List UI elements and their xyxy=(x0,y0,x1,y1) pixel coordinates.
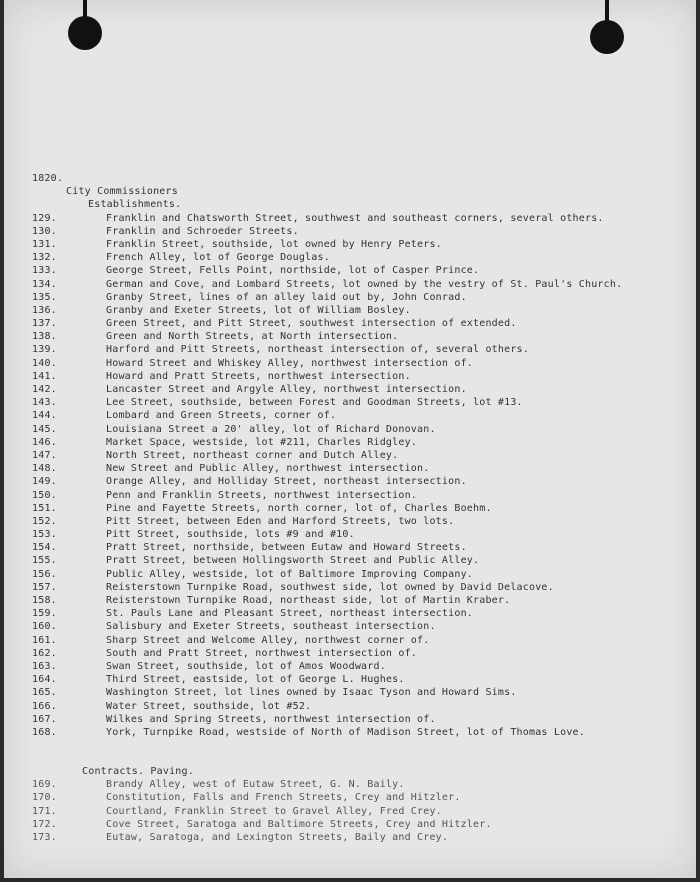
entry-text: Franklin and Chatsworth Street, southwest and southeast corners, several others. xyxy=(106,212,604,224)
entry-text: Louisiana Street a 20' alley, lot of Richard Donovan. xyxy=(106,423,436,435)
list-item xyxy=(32,700,692,713)
establishments-heading: Establishments. xyxy=(88,199,182,211)
entry-text: Brandy Alley, west of Eutaw Street, G. N. Baily. xyxy=(106,779,405,791)
entry-text: Howard Street and Whiskey Alley, northwest intersection of. xyxy=(106,357,474,369)
entry-number: 136. xyxy=(32,304,57,316)
list-item xyxy=(32,791,692,804)
entry-text: Market Space, westside, lot #211, Charles Ridgley. xyxy=(106,436,418,448)
list-item xyxy=(32,805,692,818)
document-body xyxy=(32,172,692,844)
entry-text: Pine and Fayette Streets, north corner, lot of, Charles Boehm. xyxy=(106,502,492,514)
entry-number: 153. xyxy=(32,529,57,541)
entry-text: Constitution, Falls and French Streets, Crey and Hitzler. xyxy=(106,792,461,804)
list-item xyxy=(32,449,692,462)
commissioners-heading: City Commissioners xyxy=(66,186,178,198)
list-item xyxy=(32,778,692,791)
entry-number: 162. xyxy=(32,647,57,659)
list-item xyxy=(32,383,692,396)
punch-hole-right xyxy=(590,20,624,54)
list-item xyxy=(32,317,692,330)
list-item xyxy=(32,409,692,422)
entry-number: 150. xyxy=(32,489,57,501)
entry-number: 159. xyxy=(32,608,57,620)
entry-number: 157. xyxy=(32,581,57,593)
document-page xyxy=(4,0,696,878)
entry-text: Wilkes and Spring Streets, northwest intersection of. xyxy=(106,713,436,725)
entry-text: South and Pratt Street, northwest intersection of. xyxy=(106,647,418,659)
entry-number: 169. xyxy=(32,779,57,791)
entry-number: 133. xyxy=(32,265,57,277)
entry-number: 130. xyxy=(32,225,57,237)
entry-text: Eutaw, Saratoga, and Lexington Streets, Baily and Crey. xyxy=(106,832,449,843)
entry-text: Pitt Street, southside, lots #9 and #10. xyxy=(106,529,355,541)
entry-text: Granby Street, lines of an alley laid out by, John Conrad. xyxy=(106,291,467,303)
establishments-list xyxy=(32,212,692,740)
list-item xyxy=(32,264,692,277)
entry-text: Sharp Street and Welcome Alley, northwest corner of. xyxy=(106,634,430,646)
entry-number: 165. xyxy=(32,687,57,699)
entry-text: George Street, Fells Point, northside, lot of Casper Prince. xyxy=(106,265,480,277)
list-item xyxy=(32,515,692,528)
entry-number: 134. xyxy=(32,278,57,290)
entry-number: 143. xyxy=(32,397,57,409)
entry-number: 158. xyxy=(32,595,57,606)
list-item xyxy=(32,475,692,488)
entry-text: Green and North Streets, at North intersection. xyxy=(106,331,399,343)
list-item xyxy=(32,607,692,620)
entry-text: Public Alley, westside, lot of Baltimore Improving Company. xyxy=(106,568,474,580)
entry-number: 142. xyxy=(32,384,57,395)
entry-text: German and Cove, and Lombard Streets, lot owned by the vestry of St. Paul's Church. xyxy=(106,278,623,290)
list-item xyxy=(32,370,692,383)
entry-number: 147. xyxy=(32,449,57,461)
list-item xyxy=(32,423,692,436)
entry-number: 160. xyxy=(32,621,57,633)
entry-number: 173. xyxy=(32,832,57,843)
list-item xyxy=(32,620,692,633)
entry-number: 140. xyxy=(32,357,57,369)
entry-number: 172. xyxy=(32,818,57,830)
entry-text: Swan Street, southside, lot of Amos Woodward. xyxy=(106,660,386,672)
entry-text: Lancaster Street and Argyle Alley, northwest intersection. xyxy=(106,384,467,395)
list-item xyxy=(32,660,692,673)
entry-text: York, Turnpike Road, westside of North of Madison Street, lot of Thomas Love. xyxy=(106,726,585,738)
list-item xyxy=(32,251,692,264)
list-item xyxy=(32,436,692,449)
entry-text: Pratt Street, between Hollingsworth Street and Public Alley. xyxy=(106,555,480,567)
entry-number: 139. xyxy=(32,344,57,356)
entry-number: 151. xyxy=(32,502,57,514)
list-item xyxy=(32,489,692,502)
list-item xyxy=(32,594,692,607)
entry-number: 145. xyxy=(32,423,57,435)
list-item xyxy=(32,713,692,726)
list-item xyxy=(32,502,692,515)
list-item xyxy=(32,238,692,251)
list-item xyxy=(32,647,692,660)
entry-text: Salisbury and Exeter Streets, southeast intersection. xyxy=(106,621,436,633)
entry-text: French Alley, lot of George Douglas. xyxy=(106,252,330,264)
entry-text: Reisterstown Turnpike Road, northeast side, lot of Martin Kraber. xyxy=(106,595,511,606)
list-item xyxy=(32,357,692,370)
entry-number: 132. xyxy=(32,252,57,264)
entry-number: 144. xyxy=(32,410,57,422)
entry-number: 168. xyxy=(32,726,57,738)
entry-number: 161. xyxy=(32,634,57,646)
list-item xyxy=(32,528,692,541)
entry-number: 138. xyxy=(32,331,57,343)
list-item xyxy=(32,225,692,238)
entry-text: Third Street, eastside, lot of George L. Hughes. xyxy=(106,674,405,686)
list-item xyxy=(32,304,692,317)
entry-number: 166. xyxy=(32,700,57,712)
list-item xyxy=(32,581,692,594)
entry-number: 155. xyxy=(32,555,57,567)
list-item xyxy=(32,554,692,567)
entry-number: 164. xyxy=(32,674,57,686)
entry-text: St. Pauls Lane and Pleasant Street, northeast intersection. xyxy=(106,608,474,620)
entry-number: 170. xyxy=(32,792,57,804)
list-item xyxy=(32,330,692,343)
entry-number: 171. xyxy=(32,805,57,817)
list-item xyxy=(32,673,692,686)
entry-text: North Street, northeast corner and Dutch Alley. xyxy=(106,449,399,461)
entry-number: 129. xyxy=(32,212,57,224)
punch-hole-left xyxy=(68,16,102,50)
entry-number: 167. xyxy=(32,713,57,725)
entry-text: Lombard and Green Streets, corner of. xyxy=(106,410,337,422)
entry-number: 154. xyxy=(32,542,57,554)
list-item xyxy=(32,634,692,647)
entry-number: 146. xyxy=(32,436,57,448)
entry-text: Howard and Pratt Streets, northwest intersection. xyxy=(106,370,411,382)
entry-text: Orange Alley, and Holliday Street, northeast intersection. xyxy=(106,476,467,488)
list-item xyxy=(32,568,692,581)
list-item xyxy=(32,396,692,409)
entry-number: 135. xyxy=(32,291,57,303)
entry-text: New Street and Public Alley, northwest intersection. xyxy=(106,463,430,475)
entry-text: Franklin and Schroeder Streets. xyxy=(106,225,299,237)
entry-text: Cove Street, Saratoga and Baltimore Streets, Crey and Hitzler. xyxy=(106,818,492,830)
contracts-heading: Contracts. Paving. xyxy=(82,766,194,778)
list-item xyxy=(32,343,692,356)
list-item xyxy=(32,818,692,831)
entry-text: Lee Street, southside, between Forest and Goodman Streets, lot #13. xyxy=(106,397,523,409)
year-heading: 1820. xyxy=(32,173,64,184)
entry-number: 148. xyxy=(32,463,57,475)
entry-number: 156. xyxy=(32,568,57,580)
list-item xyxy=(32,278,692,291)
entry-text: Green Street, and Pitt Street, southwest intersection of extended. xyxy=(106,318,517,330)
list-item xyxy=(32,726,692,739)
entry-text: Penn and Franklin Streets, northwest intersection. xyxy=(106,489,418,501)
entry-number: 131. xyxy=(32,238,57,250)
entry-number: 137. xyxy=(32,318,57,330)
entry-text: Reisterstown Turnpike Road, southwest side, lot owned by David Delacove. xyxy=(106,581,554,593)
entry-text: Granby and Exeter Streets, lot of William Bosley. xyxy=(106,304,411,316)
list-item xyxy=(32,831,692,844)
list-item xyxy=(32,212,692,225)
entry-text: Water Street, southside, lot #52. xyxy=(106,700,312,712)
entry-text: Pitt Street, between Eden and Harford Streets, two lots. xyxy=(106,515,455,527)
entry-text: Franklin Street, southside, lot owned by Henry Peters. xyxy=(106,238,442,250)
list-item xyxy=(32,686,692,699)
entry-number: 141. xyxy=(32,370,57,382)
entry-text: Harford and Pitt Streets, northeast intersection of, several others. xyxy=(106,344,529,356)
entry-text: Washington Street, lot lines owned by Isaac Tyson and Howard Sims. xyxy=(106,687,517,699)
entry-number: 163. xyxy=(32,660,57,672)
list-item xyxy=(32,291,692,304)
list-item xyxy=(32,462,692,475)
entry-number: 152. xyxy=(32,515,57,527)
list-item xyxy=(32,541,692,554)
entry-number: 149. xyxy=(32,476,57,488)
entry-text: Courtland, Franklin Street to Gravel Alley, Fred Crey. xyxy=(106,805,442,817)
entry-text: Pratt Street, northside, between Eutaw and Howard Streets. xyxy=(106,542,467,554)
contracts-list xyxy=(32,778,692,844)
